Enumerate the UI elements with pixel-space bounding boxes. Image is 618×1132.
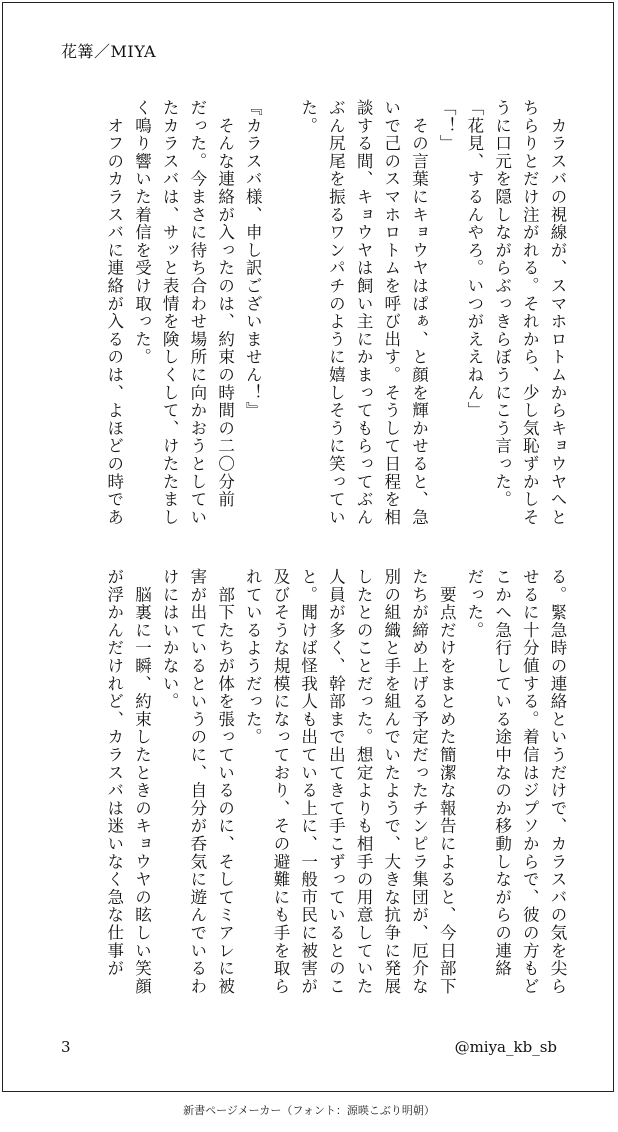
body-text-bottom-block: る。緊急時の連絡というだけで、カラスバの気を尖ら せるに十分値する。着信はジプソからで、彼の方もど こかへ急行している途中なのか移動しながらの連絡 だった。 要点だけをまとめた簡潔な報告によると、今日部下 たちが締め上げる予定だったチンピラ集団が、厄介な 別の組織と手を組んでいたようで、大きな抗争に発展 したとのことだった。想定よりも相手の用意していた 人員が多く、幹部まで出てきて手こずっているとのこ と。聞けば怪我人も出ている上に、一般市民に被害が 及びそうな規模になっており、その避難にも手を取ら れているようだった。 部下たちが体を張っているのに、そしてミアレに被 害が出ているというのに、自分が呑気に遊んでいるわ けにはいかない。 脳裏に一瞬、約束したときのキョウヤの眩しい笑顔 が浮かんだけれど、カラスバは迷いなく急な仕事が (104, 568, 567, 996)
book-page (2, 2, 614, 1092)
body-text-top-block: カラスバの視線が、スマホロトムからキョウヤへと ちらりとだけ注がれる。それから、少し気恥ずかしそ うに口元を隠しながらぶっきらぼうにこう言った。 「花見、するんやろ。いつがええねん」 「！」 その言葉にキョウヤはぱぁ、と顔を輝かせると、急 いで己のスマホロトムを呼び出す。そうして日程を相 談する間、キョウヤは飼い主にかまってもらってぶん ぶん尻尾を振るワンパチのように嬉しそうに笑ってい た。 『カラスバ様、申し訳ございません！』 そんな連絡が入ったのは、約束の時間の二〇分前 だった。今まさに待ち合わせ場所に向かおうとしてい たカラスバは、サッと表情を険しくして、けたたまし く鳴り響いた着信を受け取った。 オフのカラスバに連絡が入るのは、よほどの時であ (104, 99, 567, 527)
page-header-title: 花篝／MIYA (61, 42, 157, 61)
page-number: 3 (61, 1038, 71, 1056)
generator-credit: 新書ページメーカー（フォント：源暎こぶり明朝） (183, 1104, 435, 1117)
author-handle: @miya_kb_sb (454, 1038, 557, 1056)
